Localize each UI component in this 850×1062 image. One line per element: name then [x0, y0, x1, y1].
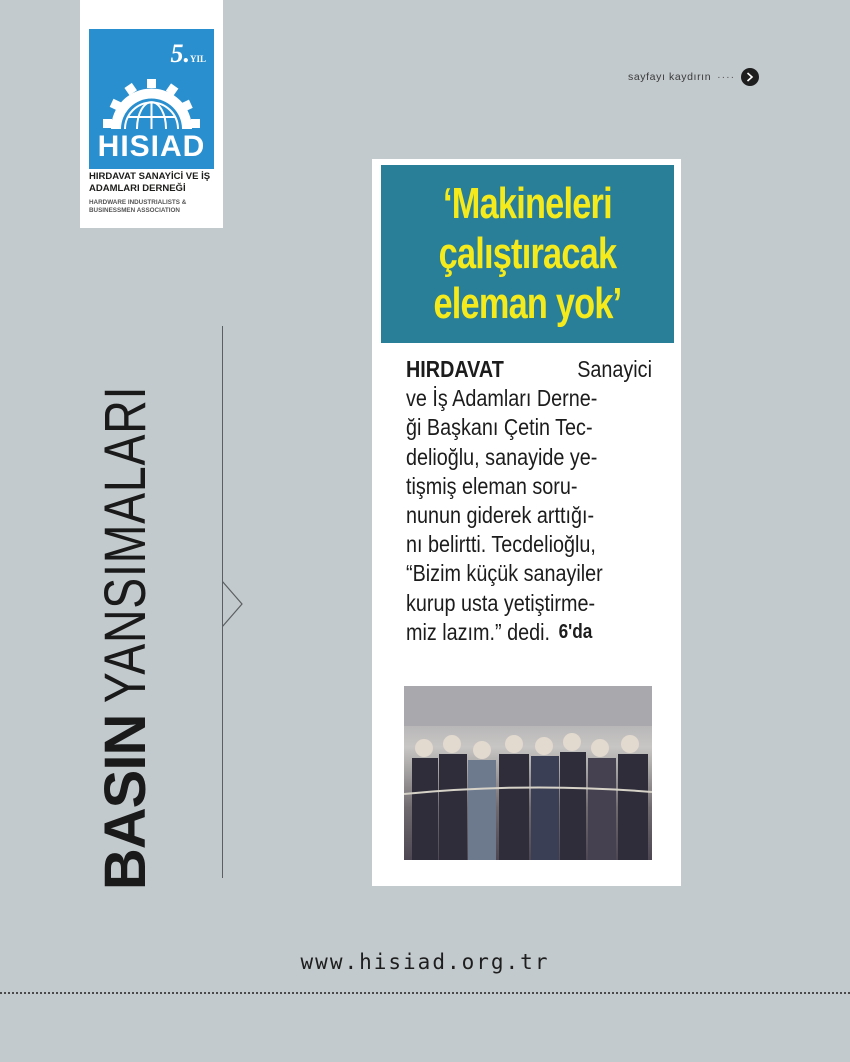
logo-emblem	[89, 29, 214, 169]
article-line: ği Başkanı Çetin Tec-	[406, 414, 593, 441]
article-line: HIRDAVAT Sanayici	[406, 355, 652, 384]
scroll-hint[interactable]	[628, 68, 759, 86]
website-url[interactable]: www.hisiad.org.tr	[300, 950, 550, 974]
people-silhouettes	[404, 686, 652, 860]
page-reference: 6'da	[558, 620, 593, 643]
article-line: nunun giderek arttığı-	[406, 502, 595, 529]
ribbon-cutting-photo	[404, 686, 652, 860]
chevron-right-icon	[222, 581, 244, 627]
article-line: miz lazım.” dedi. 6'da	[406, 618, 652, 647]
logo-wordmark: HISIAD	[97, 130, 206, 163]
logo-subtitle-tr: HIRDAVAT SANAYİCİ VE İŞ ADAMLARI DERNEĞİ	[89, 171, 211, 194]
article-line: delioğlu, sanayide ye-	[406, 443, 598, 470]
article-lead: HIRDAVAT	[406, 356, 504, 382]
scroll-hint-dots: ····	[717, 71, 736, 83]
gear-globe-icon	[99, 73, 204, 129]
article-line: kurup usta yetiştirme-	[406, 589, 596, 616]
logo-subtitle-en: HARDWARE INDUSTRIALISTS & BUSINESSMEN ASSOCIATION	[89, 199, 187, 214]
hisiad-logo	[80, 0, 223, 228]
headline-box	[381, 165, 674, 343]
section-title-bold: BASIN	[93, 714, 158, 891]
scroll-hint-label: sayfayı kaydırın	[628, 71, 712, 83]
dotted-divider	[0, 992, 850, 994]
next-page-button[interactable]	[741, 68, 759, 86]
news-clipping	[372, 159, 681, 886]
chevron-right-icon	[746, 72, 754, 82]
anniversary-badge: 5.YIL	[170, 39, 206, 68]
article-line: ve İş Adamları Derne-	[406, 385, 598, 412]
headline: ‘Makineleri çalıştıracak eleman yok’	[433, 179, 622, 328]
article-line: “Bizim küçük sanayiler	[406, 560, 603, 587]
article-body	[406, 355, 652, 647]
section-title-thin: YANSIMALARI	[93, 385, 158, 703]
article-line: nı belirtti. Tecdelioğlu,	[406, 531, 596, 558]
article-line: tişmiş eleman soru-	[406, 472, 578, 499]
section-title	[93, 306, 158, 891]
